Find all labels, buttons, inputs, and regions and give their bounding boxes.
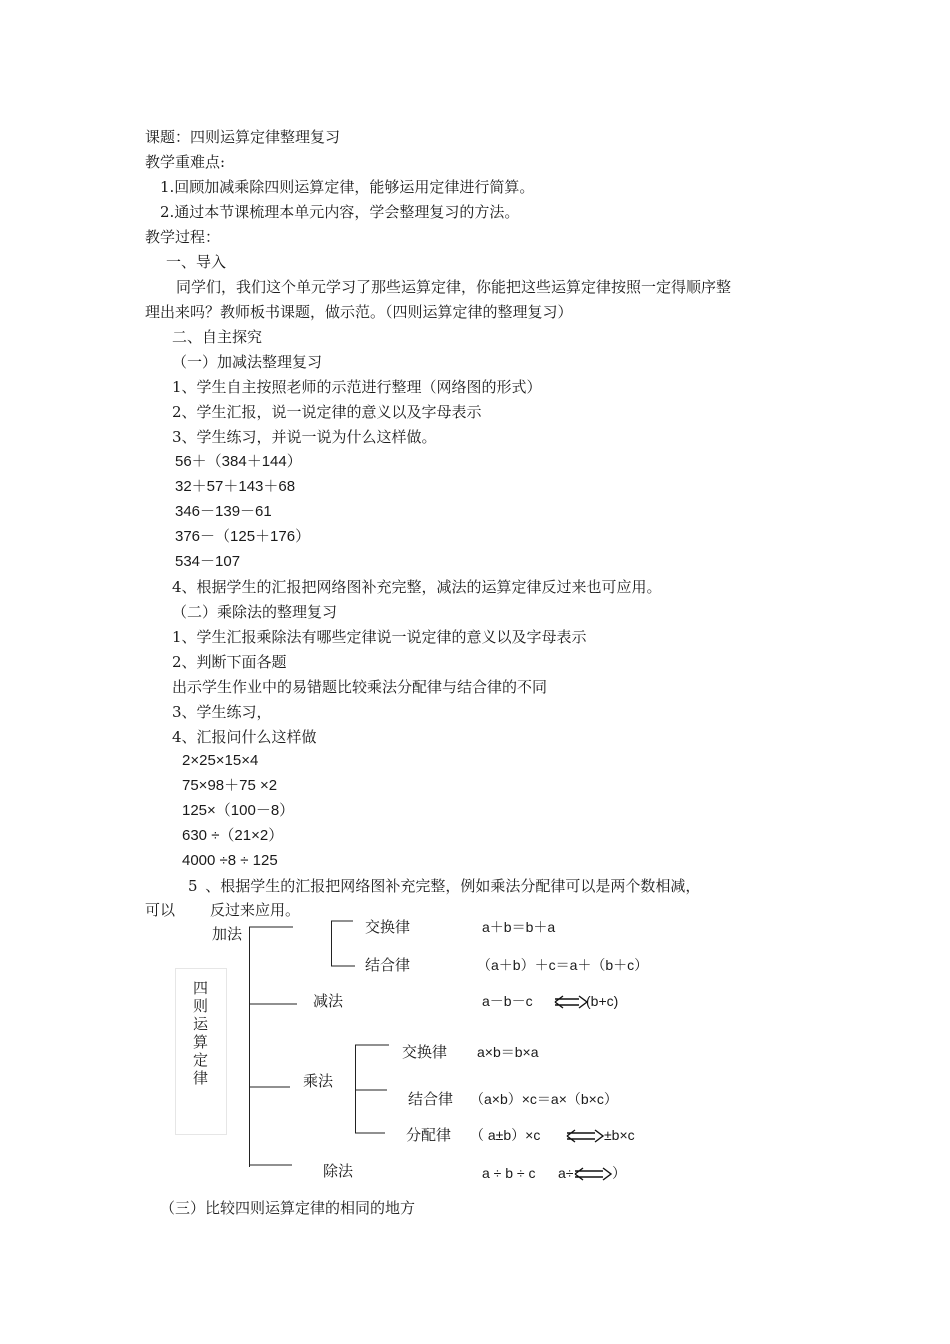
- diagram-root-box: [175, 968, 227, 1135]
- part2-step-1: 1、学生汇报乘除法有哪些定律说一说定律的意义以及字母表示: [172, 628, 587, 646]
- div-double-arrow: [575, 1168, 611, 1180]
- section2-heading: 二、自主探究: [172, 328, 263, 346]
- diagram-root-label: 四则运算定律: [193, 979, 209, 1087]
- part2-exercise-5: 4000 ÷8 ÷ 125: [182, 852, 278, 869]
- section3-heading: （三）比较四则运算定律的相同的地方: [160, 1199, 416, 1217]
- part1-exercise-5: 534－107: [175, 553, 241, 570]
- section1-paragraph-line1: 同学们，我们这个单元学习了那些运算定律，你能把这些运算定律按照一定得顺序整: [176, 278, 732, 296]
- part2-step-5-line2-b: 反过来应用。: [210, 901, 301, 919]
- part2-step-2: 2、判断下面各题: [172, 653, 287, 671]
- part1-exercise-2: 32＋57＋143＋68: [175, 478, 296, 495]
- mul-commutative-formula: a×b＝b×a: [477, 1044, 539, 1060]
- document-title: 课题：四则运算定律整理复习: [145, 128, 341, 146]
- part2-step-4: 4、汇报问什么这样做: [172, 728, 317, 746]
- sub-label: 减法: [313, 992, 344, 1010]
- part1-exercise-1: 56＋（384＋144）: [175, 453, 302, 470]
- add-commutative-label: 交换律: [365, 918, 411, 936]
- div-formula-right-b: ）: [612, 1165, 626, 1181]
- part2-step-2-note: 出示学生作业中的易错题比较乘法分配律与结合律的不同: [172, 678, 548, 696]
- mul-commutative-label: 交换律: [402, 1043, 448, 1061]
- sub-double-arrow: [555, 996, 587, 1008]
- mul-distributive-label: 分配律: [406, 1126, 452, 1144]
- part2-step-3: 3、学生练习，: [172, 703, 272, 721]
- part1-exercise-4: 376－（125＋176）: [175, 528, 311, 545]
- part1-step-2: 2、学生汇报，说一说定律的意义以及字母表示: [172, 403, 482, 421]
- part2-exercise-3: 125×（100－8）: [182, 802, 295, 819]
- add-commutative-formula: a＋b＝b＋a: [482, 919, 556, 935]
- add-label: 加法: [212, 925, 243, 943]
- mul-associative-formula: （a×b）×c＝a×（b×c）: [470, 1091, 618, 1107]
- part1-heading: （一）加减法整理复习: [172, 353, 323, 371]
- key-points-heading: 教学重难点:: [145, 153, 226, 171]
- part1-step-1: 1、学生自主按照老师的示范进行整理（网络图的形式）: [172, 378, 542, 396]
- add-associative-label: 结合律: [365, 956, 411, 974]
- mul-associative-label: 结合律: [408, 1090, 454, 1108]
- div-formula-left: a ÷ b ÷ c: [482, 1165, 536, 1181]
- part1-exercise-3: 346－139－61: [175, 503, 272, 520]
- part2-exercise-4: 630 ÷（21×2）: [182, 827, 284, 844]
- div-formula-right-a: a÷: [558, 1165, 574, 1181]
- mul-double-arrow: [567, 1130, 603, 1142]
- part1-step-3: 3、学生练习，并说一说为什么这样做。: [172, 428, 437, 446]
- part2-step-5-line2-a: 可以: [145, 901, 176, 919]
- part1-step-4: 4、根据学生的汇报把网络图补充完整，减法的运算定律反过来也可应用。: [172, 578, 662, 596]
- mul-distributive-formula-left: （ a±b）×c: [470, 1127, 541, 1143]
- part2-exercise-1: 2×25×15×4: [182, 752, 259, 769]
- sub-formula-left: a－b－c: [482, 993, 533, 1009]
- section1-heading: 一、导入: [166, 253, 227, 271]
- div-label: 除法: [323, 1162, 354, 1180]
- part2-step-5-line1: 5 、根据学生的汇报把网络图补充完整，例如乘法分配律可以是两个数相减，: [188, 877, 701, 895]
- add-associative-formula: （a＋b）＋c＝a＋（b＋c）: [477, 957, 649, 973]
- key-point-2: 2.通过本节课梳理本单元内容，学会整理复习的方法。: [160, 203, 520, 221]
- mul-distributive-formula-right: ±b×c: [604, 1127, 635, 1143]
- key-point-1: 1.回顾加减乘除四则运算定律，能够运用定律进行简算。: [160, 178, 535, 196]
- section1-paragraph-line2: 理出来吗？教师板书课题，做示范。（四则运算定律的整理复习）: [145, 303, 573, 321]
- process-heading: 教学过程：: [145, 228, 221, 246]
- mul-label: 乘法: [303, 1072, 334, 1090]
- part2-heading: （二）乘除法的整理复习: [172, 603, 338, 621]
- part2-exercise-2: 75×98＋75 ×2: [182, 777, 278, 794]
- sub-formula-right: (b+c): [586, 993, 619, 1009]
